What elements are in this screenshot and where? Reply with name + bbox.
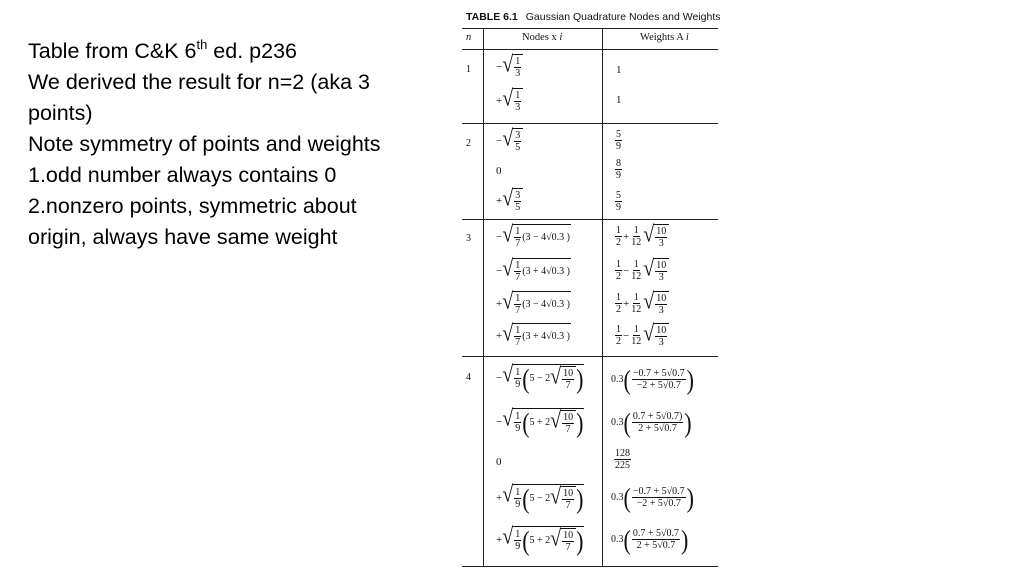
header-n: n (466, 32, 472, 43)
n-label: 3 (466, 233, 471, 244)
note-line-4: Note symmetry of points and weights (28, 132, 381, 156)
weight-formula: $\frac{1}{2}$ − $\frac{1}{12}$ √ $\frac{10}{3}$ (614, 258, 669, 283)
n-label: 4 (466, 372, 471, 383)
weight-formula: $\frac{5}{9}$ (616, 129, 621, 152)
node-formula: − √ $\frac{1}{9}$ ( 5 − 2 √ $\frac{10}{7}$ ) (496, 361, 584, 394)
node-formula: − √ $\frac{1}{3}$ (496, 54, 523, 79)
node-formula: − √ $\frac{1}{7}$ (3 − 4√0.3 ) (496, 222, 570, 249)
node-formula: + √ $\frac{1}{7}$ (3 − 4√0.3 ) (496, 289, 570, 316)
gaussian-quadrature-table (456, 8, 721, 570)
weight-formula: $\frac{1}{2}$ − $\frac{1}{12}$ √ $\frac{10}{3}$ (614, 323, 669, 348)
note-line-5: 1.odd number always contains 0 (28, 163, 337, 187)
node-formula: − √ $\frac{3}{5}$ (496, 128, 523, 153)
rule-n2 (462, 219, 718, 220)
rule-col-1 (483, 28, 484, 566)
rule-n1 (462, 123, 718, 124)
weight-formula: 0.3 ( $\frac{-0.7 + 5√0.7}{-2 + 5√0.7}$ ) (611, 363, 694, 395)
weight-formula: $\frac{1}{2}$ + $\frac{1}{12}$ √ $\frac{10}{3}$ (614, 291, 669, 316)
superscript: th (196, 37, 208, 52)
rule-col-2 (602, 28, 603, 566)
header-nodes: Nodes x i (522, 32, 563, 43)
node-formula: + √ $\frac{1}{3}$ (496, 88, 523, 113)
rule-header (462, 49, 718, 50)
weight-formula: 0.3 ( $\frac{-0.7 + 5√0.7}{-2 + 5√0.7}$ ) (611, 481, 694, 513)
weight-formula: $\frac{5}{9}$ (616, 190, 621, 213)
node-formula: + √ $\frac{3}{5}$ (496, 188, 523, 213)
rule-bottom (462, 566, 718, 567)
weight-value: 1 (616, 94, 622, 106)
note-line-2: We derived the result for n=2 (aka 3 (28, 70, 370, 94)
note-line-7: origin, always have same weight (28, 225, 338, 249)
rule-top (462, 28, 718, 29)
node-formula: + √ $\frac{1}{7}$ (3 + 4√0.3 ) (496, 321, 570, 348)
slide-notes (28, 36, 458, 253)
weight-formula: $\frac{128}{225}$ (615, 448, 630, 471)
note-line-1: Table from C&K 6th ed. p236 (28, 37, 297, 63)
node-formula: + √ $\frac{1}{9}$ ( 5 + 2 √ $\frac{10}{7}$ ) (496, 523, 584, 556)
node-formula: + √ $\frac{1}{9}$ ( 5 − 2 √ $\frac{10}{7}$ ) (496, 481, 584, 514)
n-label: 2 (466, 138, 471, 149)
node-zero: 0 (496, 165, 502, 177)
header-weights: Weights A i (640, 32, 689, 43)
weight-value: 1 (616, 64, 622, 76)
table-caption: TABLE 6.1 Gaussian Quadrature Nodes and Weights (466, 11, 721, 23)
weight-formula: 0.3 ( $\frac{0.7 + 5√0.7}{2 + 5√0.7}$ ) (611, 523, 689, 555)
node-formula: − √ $\frac{1}{9}$ ( 5 + 2 √ $\frac{10}{7}$ ) (496, 405, 584, 438)
weight-formula: 0.3 ( $\frac{0.7 + 5√0.7)}{2 + 5√0.7}$ ) (611, 406, 692, 438)
note-line-6: 2.nonzero points, symmetric about (28, 194, 357, 218)
weight-formula: $\frac{8}{9}$ (616, 158, 621, 181)
n-label: 1 (466, 64, 471, 75)
node-zero: 0 (496, 456, 502, 468)
weight-formula: $\frac{1}{2}$ + $\frac{1}{12}$ √ $\frac{10}{3}$ (614, 224, 669, 249)
node-formula: − √ $\frac{1}{7}$ (3 + 4√0.3 ) (496, 256, 570, 283)
note-line-3: points) (28, 101, 93, 125)
rule-n3 (462, 356, 718, 357)
